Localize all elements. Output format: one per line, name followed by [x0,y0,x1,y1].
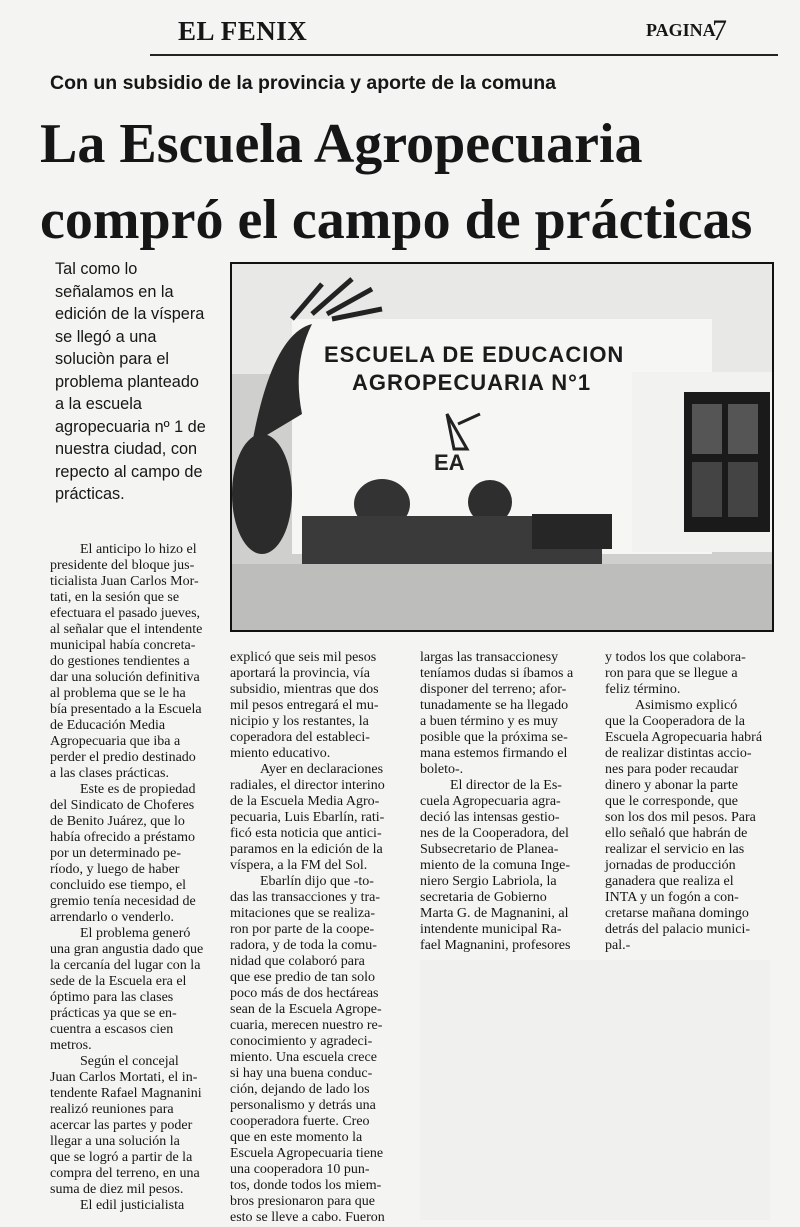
paragraph-line: teníamos dudas si íbamos a [420,666,574,681]
paragraph-line: conocimiento y agradeci- [230,1034,373,1049]
article-column-3 [420,650,588,954]
paragraph-line: presidente del bloque jus- [50,558,195,573]
paragraph-line: acercar las partes y poder [50,1118,193,1133]
paragraph-line: sean de la Escuela Agrope- [230,1002,382,1017]
paragraph-line: miento. Una escuela crece [230,1050,377,1065]
paragraph-line: radiales, el director interino [230,778,385,793]
headline-line-1: La Escuela Agropecuaria [40,113,643,175]
kicker: Con un subsidio de la provincia y aporte de la comuna [50,72,557,94]
paragraph-line: cuela Agropecuaria agra- [420,794,561,809]
lede-line: prácticas. [55,485,125,503]
paragraph-line: por un determinado pe- [50,846,182,861]
paragraph-line: sede de la Escuela era el [50,974,187,989]
paragraph-line: compra del terreno, en una [50,1166,200,1181]
paragraph-line: Según el concejal [80,1054,179,1069]
paragraph-line: a las clases prácticas. [50,766,169,781]
paragraph-line: que ese predio de tan solo [230,970,376,985]
paragraph-line: das las transacciones y tra- [230,890,381,905]
paragraph-line: fael Magnanini, profesores [420,938,571,953]
paragraph-line: y todos los que colabora- [605,650,746,665]
paragraph-line: mitaciones que se realiza- [230,906,375,921]
paragraph-line: pal.- [605,938,631,953]
paragraph-line: Este es de propiedad [80,782,196,797]
paragraph-line: feliz término. [605,682,681,697]
paragraph-line: dar una solución definitiva [50,670,200,685]
paragraph-line: suma de diez mil pesos. [50,1182,184,1197]
lede-line: señalamos en la [55,282,174,301]
school-photo [230,262,774,632]
paragraph-line: paramos en la edición de la [230,842,383,857]
paragraph-line: tendente Rafael Magnanini [50,1086,202,1101]
paragraph-line: ticialista Juan Carlos Mor- [50,574,199,589]
paragraph-line: que le corresponde, que [605,794,738,809]
sign-logo: EA [434,450,465,475]
paragraph-line: El edil justicialista [80,1198,185,1213]
masthead-rule [150,54,778,56]
paragraph-line: prácticas ya que se en- [50,1006,177,1021]
paragraph-line: nes para poder recaudar [605,762,739,777]
page-number: 7 [712,14,727,47]
paragraph-line: la cercanía del lugar con la [50,958,201,973]
paragraph-line: ganadera que realiza el [605,874,734,889]
paragraph-line: tunadamente se ha llegado [420,698,569,713]
paragraph-line: perder el predio destinado [50,750,196,765]
article-column-4 [605,650,770,954]
paragraph-line: realizó reuniones para [50,1102,174,1117]
paragraph-line: do gestiones tendientes a [50,654,190,669]
paragraph-line: miento de la comuna Inge- [420,858,571,873]
paragraph-line: del Sindicato de Choferes [50,798,195,813]
paragraph-line: gremio tenía necesidad de [50,894,196,909]
paragraph-line: de Educación Media [50,718,166,733]
paragraph-line: poco más de dos hectáreas [230,986,379,1001]
paragraph-line: subsidio, mientras que dos [230,682,379,697]
paragraph-line: si hay una buena conduc- [230,1066,373,1081]
paragraph-line: El problema generó [80,926,191,941]
paragraph-line: metros. [50,1038,92,1053]
paragraph-line: Juan Carlos Mortati, el in- [50,1070,198,1085]
paragraph-line: que en este momento la [230,1130,363,1145]
paragraph-line: a buen término y es muy [420,714,559,729]
paragraph-line: mana estemos firmando el [420,746,568,761]
paragraph-line: esto se lleve a cabo. Fueron [230,1210,385,1225]
paragraph-line: cretarse mañana domingo [605,906,749,921]
paragraph-line: Agropecuaria que iba a [50,734,181,749]
paragraph-line: coperadora del estableci- [230,730,370,745]
paragraph-line: cuaria, merecen nuestro re- [230,1018,383,1033]
paragraph-line: ción, dejando de lado los [230,1082,370,1097]
paragraph-line: INTA y un fogón a con- [605,890,739,905]
paragraph-line: bía presentado a la Escuela [50,702,202,717]
paragraph-line: disponer del terreno; afor- [420,682,567,697]
paragraph-line: Subsecretario de Planea- [420,842,559,857]
paragraph-line: tos, donde todos los miem- [230,1178,382,1193]
paragraph-line: concluido ese tiempo, el [50,878,187,893]
paragraph-line: boleto-. [420,762,464,777]
paragraph-line: nes de la Cooperadora, del [420,826,569,841]
paragraph-line: aportará la provincia, vía [230,666,370,681]
paragraph-line: personalismo y detrás una [230,1098,376,1113]
paragraph-line: una gran angustia dado que [50,942,204,957]
lede-line: nuestra ciudad, con [55,440,198,458]
paragraph-line: al señalar que el intendente [50,622,203,637]
paragraph-line: ficó esta noticia que antici- [230,826,382,841]
lede-line: edición de la víspera [55,305,205,323]
lede-line: Tal como lo [55,260,138,278]
paragraph-line: que se logró a partir de la [50,1150,193,1165]
paragraph-line: mil pesos entregará el mu- [230,698,379,713]
paragraph-line: El director de la Es- [450,778,562,793]
paragraph-line: llegar a una solución la [50,1134,180,1149]
newspaper-name: EL FENIX [178,16,308,46]
paragraph-line: de realizar distintas accio- [605,746,752,761]
sign-line-1: ESCUELA DE EDUCACION [324,342,625,367]
paragraph-line: Ayer en declaraciones [260,762,384,777]
paragraph-line: nidad que colaboró para [230,954,365,969]
paragraph-line: pecuaria, Luis Ebarlín, rati- [230,810,385,825]
paragraph-line: óptimo para las clases [50,990,174,1005]
lede-line: soluciòn para el [55,350,170,368]
paragraph-line: ron por parte de la coope- [230,922,375,937]
paragraph-line: radora, y de toda la comu- [230,938,377,953]
paragraph-line: Ebarlín dijo que -to- [260,874,374,889]
sign-line-2: AGROPECUARIA N°1 [352,370,592,395]
paragraph-line: que la Cooperadora de la [605,714,745,729]
lede-line: problema planteado [55,372,199,391]
paragraph-line: ron para que se llegue a [605,666,738,681]
paragraph-line: intendente municipal Ra- [420,922,562,937]
lede-line: a la escuela [55,395,142,413]
paragraph-line: realizar el servicio en las [605,842,745,857]
paragraph-line: secretaria de Gobierno [420,890,547,905]
paragraph-line: de Benito Juárez, que lo [50,814,185,829]
paragraph-line: ríodo, y luego de haber [50,862,180,877]
paragraph-line: cooperadora fuerte. Creo [230,1114,370,1129]
paragraph-line: arrendarlo o venderlo. [50,910,174,925]
school-photo-illustration [232,264,772,630]
lede-line: se llegó a una [55,327,157,346]
paragraph-line: dinero y abonar la parte [605,778,738,793]
paragraph-line: deció las intensas gestio- [420,810,560,825]
paragraph-line: explicó que seis mil pesos [230,650,377,665]
paragraph-line: Asimismo explicó [635,698,738,713]
paragraph-line: había ofrecido a préstamo [50,830,195,845]
paragraph-line: cuentra a escasos cien [50,1022,174,1037]
paragraph-line: una cooperadora 10 pun- [230,1162,370,1177]
paragraph-line: víspera, a la FM del Sol. [230,858,368,873]
paragraph-line: son los dos mil pesos. Para [605,810,756,825]
blank-area [420,960,770,1220]
paragraph-line: efectuara el pasado jueves, [50,606,201,621]
paragraph-line: largas las transaccionesy [420,650,559,665]
paragraph-line: Marta G. de Magnanini, al [420,906,569,921]
paragraph-line: de la Escuela Media Agro- [230,794,380,809]
lede-line: repecto al campo de [55,462,203,481]
headline-line-2: compró el campo de prácticas [40,189,753,251]
paragraph-line: jornadas de producción [605,858,736,873]
paragraph-line: Escuela Agropecuaria habrá [605,730,763,745]
paragraph-line: miento educativo. [230,746,331,761]
paragraph-line: municipal había concreta- [50,638,196,653]
paragraph-line: posible que la próxima se- [420,730,568,745]
paragraph-line: niero Sergio Labriola, la [420,874,557,889]
paragraph-line: nicipio y los restantes, la [230,714,369,729]
paragraph-line: El anticipo lo hizo el [80,542,197,557]
paragraph-line: Escuela Agropecuaria tiene [230,1146,384,1161]
article-column-1 [50,542,210,1214]
page-label: PAGINA [646,20,716,40]
paragraph-line: tati, en la sesión que se [50,590,180,605]
paragraph-line: al problema que se le ha [50,686,186,701]
paragraph-line: bros presionaron para que [230,1194,376,1209]
lede [55,258,215,506]
article-column-2 [230,650,388,1226]
paragraph-line: ello señaló que habrán de [605,826,748,841]
lede-line: agropecuaria nº 1 de [55,417,206,436]
paragraph-line: detrás del palacio munici- [605,922,750,937]
